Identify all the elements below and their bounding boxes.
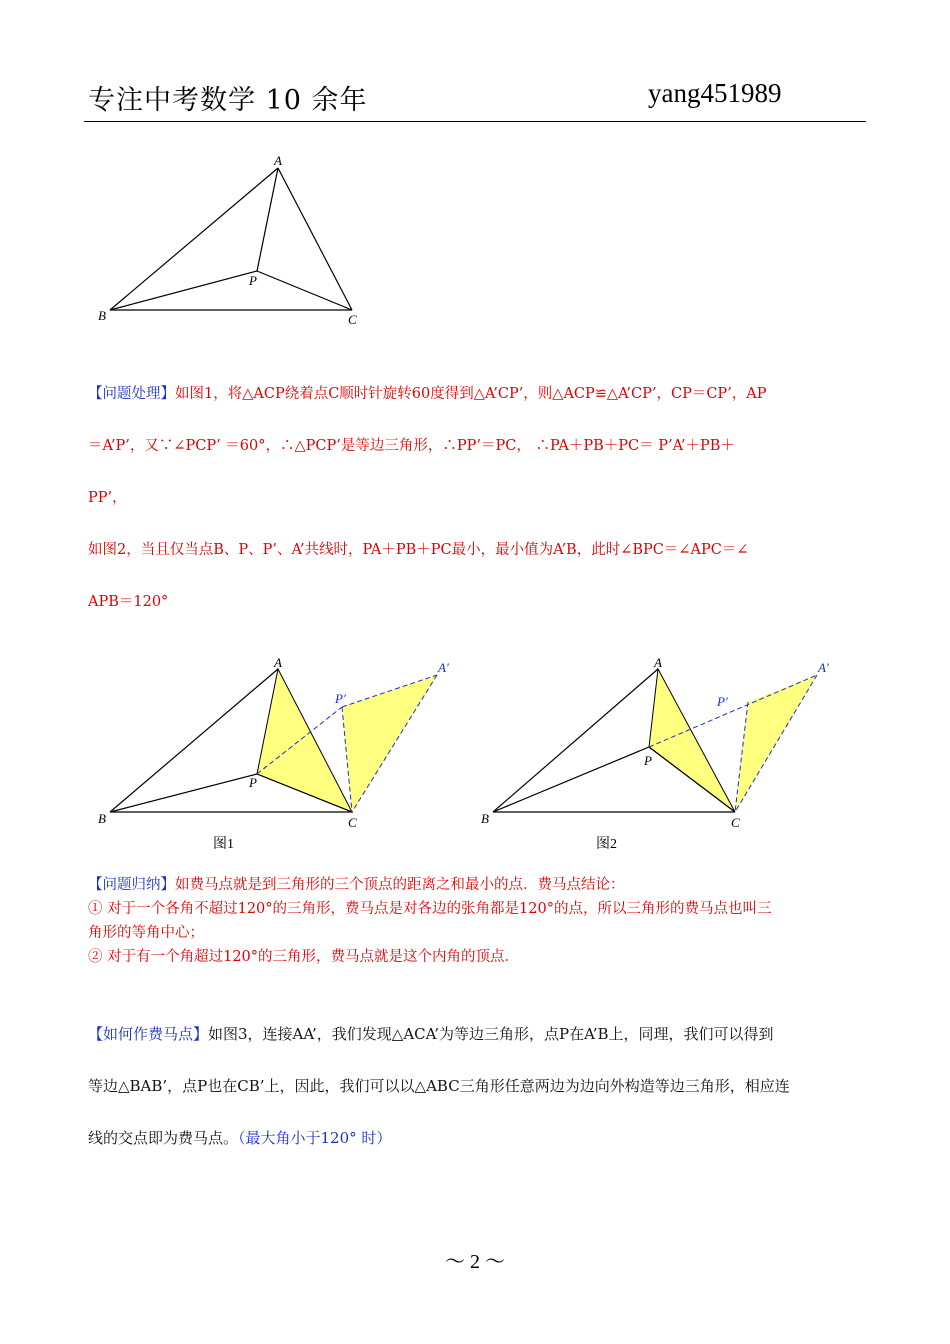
- label-p: P: [249, 775, 257, 790]
- segment-ac: [278, 168, 352, 310]
- segment-pb: [493, 747, 649, 812]
- label-a: A: [654, 655, 662, 670]
- label-a: A: [274, 655, 282, 670]
- page-number: ～ 2 ～: [445, 1251, 505, 1273]
- summary-item-2: ② 对于有一个角超过120°的三角形，费马点就是这个内角的顶点．: [88, 949, 520, 965]
- construct-note: （最大角小于120° 时）: [238, 1129, 392, 1147]
- summary-item-1-line-1: ① 对于一个各角不超过120°的三角形，费马点是对各边的张角都是120°的点，所以三角形的费马点也叫三: [88, 901, 772, 917]
- label-b: B: [481, 811, 489, 826]
- figure-2-caption: 图2: [596, 837, 617, 852]
- processing-line-5: APB＝120°: [88, 594, 169, 610]
- header-divider: [84, 121, 866, 122]
- problem-processing: [88, 368, 866, 628]
- construct-line-1: 如图3，连接AA’，我们发现△ACA’为等边三角形，点P在A’B上，同理，我们可以得到: [208, 1025, 774, 1043]
- segment-ab: [493, 669, 658, 812]
- processing-tag: 【问题处理】: [88, 386, 175, 402]
- label-p-prime: P′: [335, 691, 346, 706]
- triangle-a2p2c-fill: [735, 675, 817, 812]
- summary-intro: 如费马点就是到三角形的三个顶点的距离之和最小的点．费马点结论：: [175, 877, 625, 893]
- figure-2: [470, 650, 850, 860]
- label-c: C: [731, 815, 740, 830]
- processing-line-2: ＝A’P’，又∵∠PCP’ ＝60°，∴△PCP’是等边三角形，∴PP’＝PC， ∴PA＋PB＋PC＝ P’A’＋PB＋: [88, 438, 735, 454]
- problem-summary: [88, 873, 866, 969]
- label-p: P: [644, 753, 652, 768]
- figure-1-caption: 图1: [213, 837, 234, 852]
- label-a: A: [274, 153, 282, 168]
- processing-line-4: 如图2，当且仅当点B、P、P’、A’共线时，PA＋PB＋PC最小，最小值为A’B，此时∠BPC＝∠APC＝∠: [88, 542, 749, 558]
- segment-pc: [257, 271, 352, 310]
- label-b: B: [98, 811, 106, 826]
- construct-tag: 【如何作费马点】: [88, 1025, 209, 1043]
- label-p: P: [249, 273, 257, 288]
- figure-1: [90, 650, 470, 860]
- label-c: C: [348, 815, 357, 830]
- construct-line-3: 线的交点即为费马点。: [88, 1129, 239, 1147]
- label-a-prime: A′: [438, 660, 449, 675]
- segment-pb: [110, 271, 257, 310]
- label-p-prime: P′: [717, 694, 728, 709]
- label-c: C: [348, 312, 357, 327]
- triangle-a2p2c-fill: [342, 675, 437, 812]
- figure-triangle-abc: [90, 150, 380, 330]
- summary-tag: 【问题归纳】: [88, 877, 175, 893]
- summary-item-1-line-2: 角形的等角中心；: [88, 925, 204, 941]
- segment-ab: [110, 168, 278, 310]
- processing-line-1: 如图1，将△ACP绕着点C顺时针旋转60度得到△A’CP’，则△ACP≌△A’CP’，CP＝CP’，AP: [175, 386, 767, 402]
- triangle-apc-fill: [649, 669, 735, 812]
- label-b: B: [98, 308, 106, 323]
- header-title: 专注中考数学 10 余年: [88, 85, 368, 116]
- header-author: yang451989: [648, 78, 782, 108]
- label-a-prime: A′: [818, 660, 829, 675]
- processing-line-3: PP’，: [88, 490, 127, 506]
- construct-line-2: 等边△BAB’，点P也在CB’上，因此，我们可以以△ABC三角形任意两边为边向外构造等边三角形，相应连: [88, 1077, 790, 1095]
- construct-fermat-point: [88, 1008, 866, 1164]
